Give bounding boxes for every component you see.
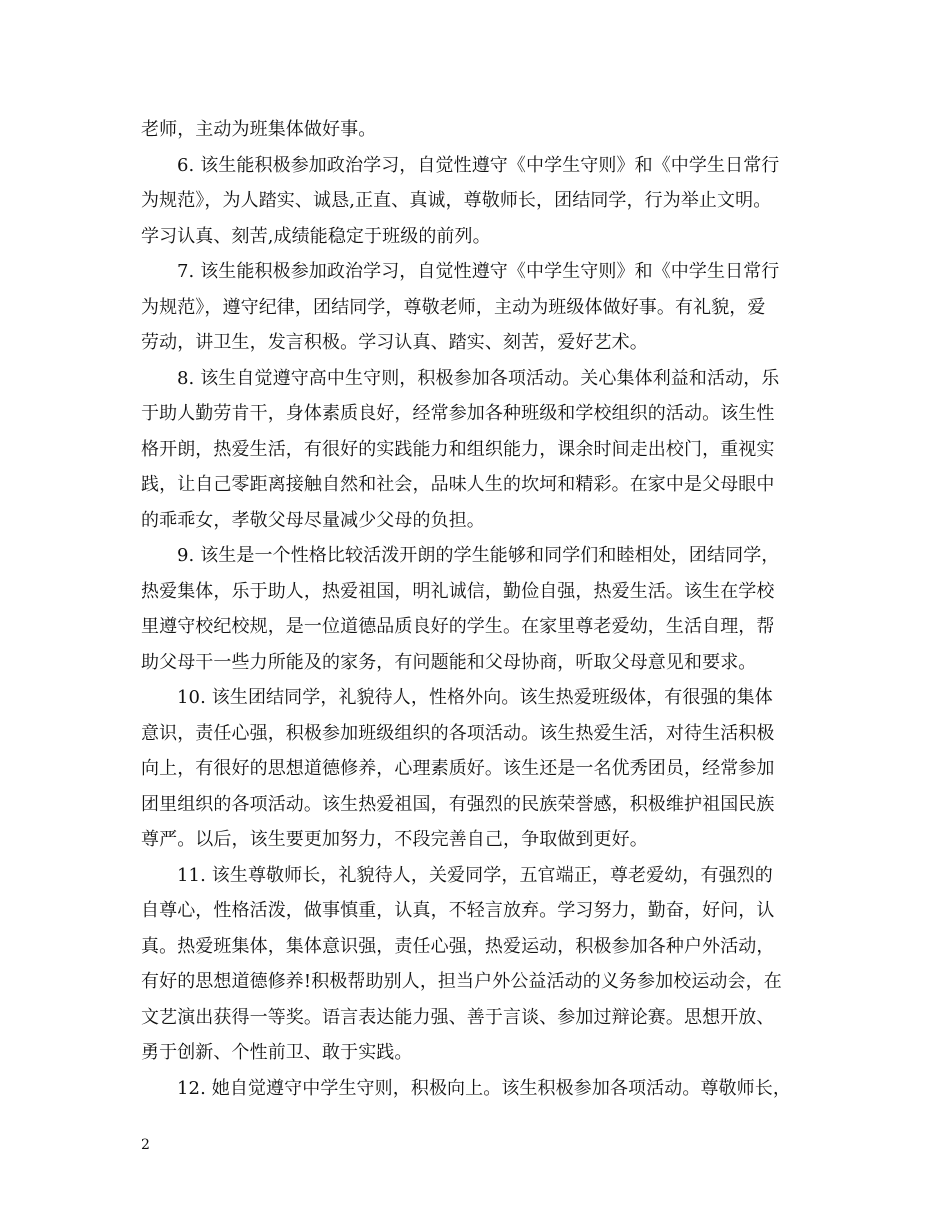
text-line: 11. 该生尊敬师长，礼貌待人，关爱同学，五官端正，尊老爱幼，有强烈的 xyxy=(177,864,773,886)
text-line: 文艺演出获得一等奖。语言表达能力强、善于言谈、参加过辩论赛。思想开放、 xyxy=(141,1006,775,1028)
text-line: 9. 该生是一个性格比较活泼开朗的学生能够和同学们和睦相处，团结同学， xyxy=(177,545,780,566)
text-line: 学习认真、刻苦,成绩能稳定于班级的前列。 xyxy=(141,225,491,247)
text-line: 6. 该生能积极参加政治学习，自觉性遵守《中学生守则》和《中学生日常行 xyxy=(177,154,780,176)
text-line: 自尊心，性格活泼，做事慎重，认真，不轻言放弃。学习努力，勤奋，好问，认 xyxy=(141,900,775,921)
text-line: 尊严。以后，该生要更加努力，不段完善自己，争取做到更好。 xyxy=(141,829,648,850)
paragraph-9 xyxy=(141,538,821,680)
paragraph-7 xyxy=(141,254,821,361)
paragraph-6 xyxy=(141,148,821,255)
text-line: 勇于创新、个性前卫、敢于实践。 xyxy=(141,1042,413,1063)
paragraph-12 xyxy=(141,1071,821,1107)
text-line: 真。热爱班集体，集体意识强，责任心强，热爱运动，积极参加各种户外活动， xyxy=(141,935,775,957)
text-line: 12. 她自觉遵守中学生守则，积极向上。该生积极参加各项活动。尊敬师长， xyxy=(177,1077,791,1099)
page-number: 2 xyxy=(141,1137,150,1153)
text-line: 助父母干一些力所能及的家务，有问题能和父母协商，听取父母意见和要求。 xyxy=(141,651,757,673)
paragraph-8 xyxy=(141,361,821,539)
text-line: 为规范》，遵守纪律，团结同学，尊敬老师，主动为班级体做好事。有礼貌，爱 xyxy=(141,296,766,318)
text-line: 热爱集体，乐于助人，热爱祖国，明礼诚信，勤俭自强，热爱生活。该生在学校 xyxy=(141,580,775,602)
text-line: 的乖乖女，孝敬父母尽量减少父母的负担。 xyxy=(141,509,485,531)
text-line: 10. 该生团结同学，礼貌待人，性格外向。该生热爱班级体，有很强的集体 xyxy=(177,687,773,708)
text-line: 为规范》，为人踏实、诚恳,正直、真诚，尊敬师长，团结同学，行为举止文明。 xyxy=(141,190,772,211)
text-line: 劳动，讲卫生，发言积极。学习认真、踏实、刻苦，爱好艺术。 xyxy=(141,332,648,353)
text-line: 老师，主动为班集体做好事。 xyxy=(141,119,377,140)
text-line: 意识，责任心强，积极参加班级组织的各项活动。该生热爱生活，对待生活积极 xyxy=(141,722,775,744)
text-line: 有好的思想道德修养!积极帮助别人，担当户外公益活动的义务参加校运动会，在 xyxy=(141,971,782,992)
text-line: 向上，有很好的思想道德修养，心理素质好。该生还是一名优秀团员，经常参加 xyxy=(141,758,775,779)
text-line: 里遵守校纪校规，是一位道德品质良好的学生。在家里尊老爱幼，生活自理，帮 xyxy=(141,616,775,637)
text-line: 格开朗，热爱生活，有很好的实践能力和组织能力，课余时间走出校门，重视实 xyxy=(141,438,775,460)
paragraph-10 xyxy=(141,680,821,858)
paragraph-11 xyxy=(141,858,821,1071)
text-line: 8. 该生自觉遵守高中生守则，积极参加各项活动。关心集体利益和活动，乐 xyxy=(177,367,780,389)
paragraph-continuation xyxy=(141,112,821,148)
text-line: 团里组织的各项活动。该生热爱祖国，有强烈的民族荣誉感，积极维护祖国民族 xyxy=(141,793,775,815)
text-line: 践，让自己零距离接触自然和社会，品味人生的坎坷和精彩。在家中是父母眼中 xyxy=(141,474,775,495)
body-text xyxy=(141,112,821,1106)
text-line: 于助人勤劳肯干，身体素质良好，经常参加各种班级和学校组织的活动。该生性 xyxy=(141,403,775,424)
text-line: 7. 该生能积极参加政治学习，自觉性遵守《中学生守则》和《中学生日常行 xyxy=(177,261,780,282)
